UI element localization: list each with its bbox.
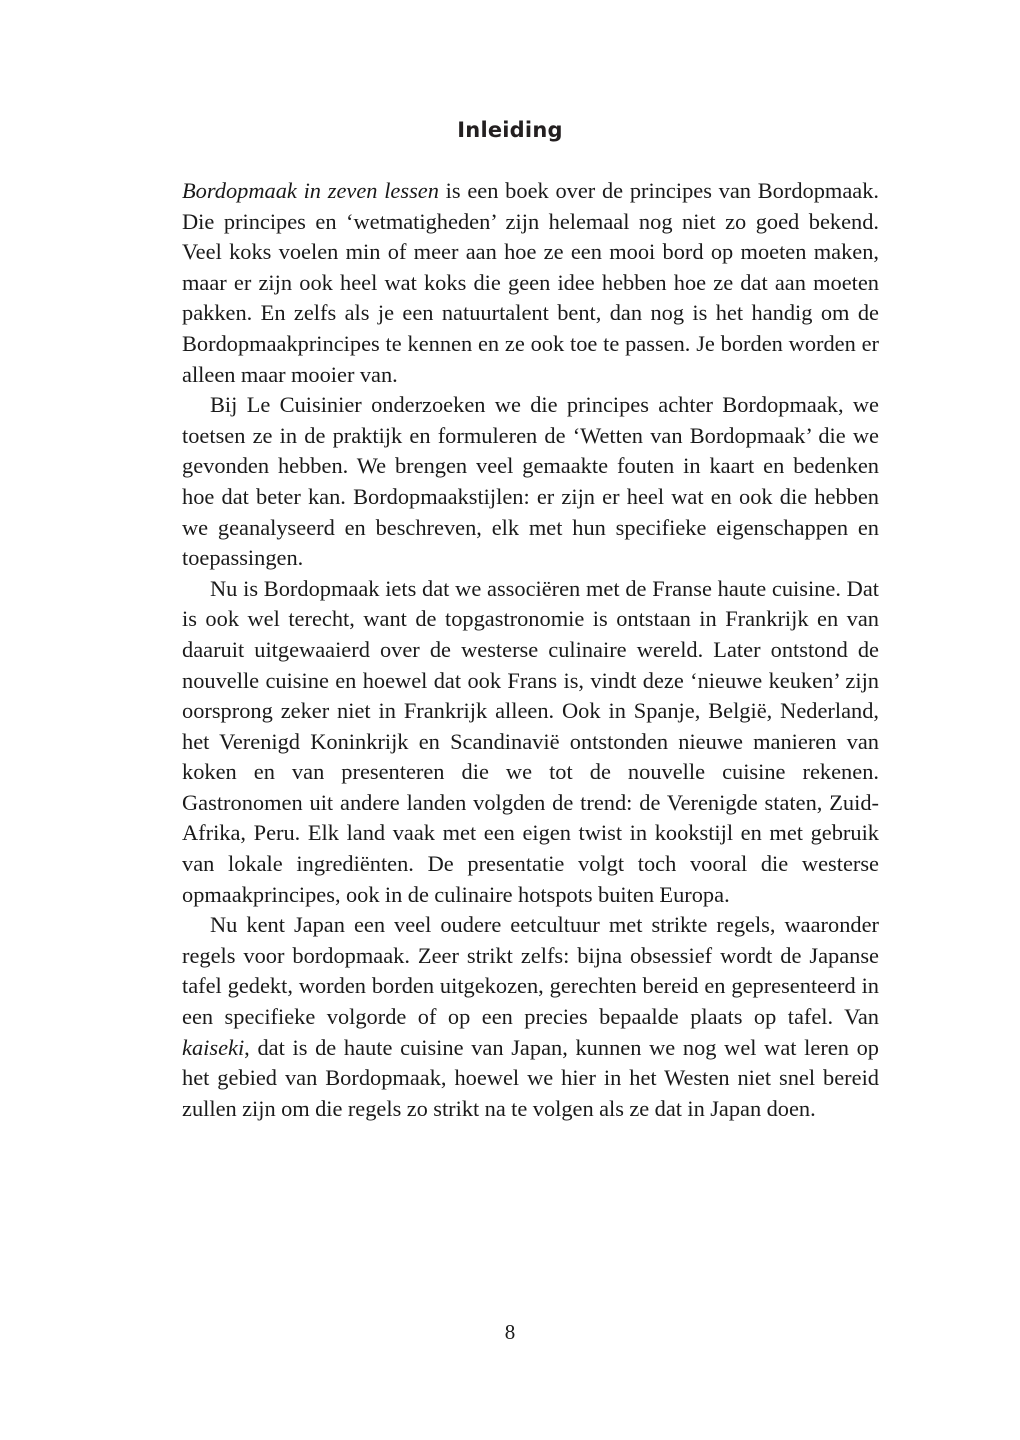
paragraph-1 <box>182 176 879 390</box>
page-number: 8 <box>504 1320 516 1344</box>
page-title: Inleiding <box>457 118 563 142</box>
book-title-italic: Bordopmaak in zeven lessen <box>182 178 439 203</box>
paragraph-2-text: Bij Le Cuisinier onderzoeken we die principes achter Bordopmaak, we toetsen ze in de praktijk en formuleren de ‘Wetten van Bordopmaak’ die we gevonden hebben. We brengen veel gemaakte fouten in kaart en bedenken hoe dat beter kan. Bordopmaakstijlen: er zijn er heel wat en ook die hebben we geanalyseerd en beschreven, elk met hun specifieke eigenschappen en toepassingen. <box>182 392 879 571</box>
paragraph-3 <box>182 574 879 911</box>
paragraph-3-text: Nu is Bordopmaak iets dat we associëren met de Franse haute cuisine. Dat is ook wel terecht, want de topgastronomie is ontstaan in Frankrijk en van daaruit uitgewaaierd over de westerse culinaire wereld. Later ontstond de nouvelle cuisine en hoewel dat ook Frans is, vindt deze ‘nieuwe keuken’ zijn oorsprong zeker niet in Frankrijk alleen. Ook in Spanje, België, Nederland, het Verenigd Koninkrijk en Scandinavië ontstonden nieuwe manieren van koken en van presenteren die we tot de nouvelle cuisine rekenen. Gastronomen uit andere landen volgden de trend: de Verenigde staten, Zuid-Afrika, Peru. Elk land vaak met een eigen twist in kookstijl en met gebruik van lokale ingrediënten. De presentatie volgt toch vooral die westerse opmaakprincipes, ook in de culinaire hotspots buiten Europa. <box>182 575 879 907</box>
paragraph-4-text-after-italic: , dat is de haute cuisine van Japan, kunnen we nog wel wat leren op het gebied van Bordopmaak, hoewel we hier in het Westen niet snel bereid zullen zijn om die regels zo strikt na te volgen als ze dat in Japan doen. <box>182 1034 879 1121</box>
paragraph-4 <box>182 910 879 1124</box>
paragraph-1-text: is een boek over de principes van Bordopmaak. Die principes en ‘wetmatigheden’ zijn helemaal nog niet zo goed bekend. Veel koks voelen min of meer aan hoe ze een mooi bord op moeten maken, maar er zijn ook heel wat koks die geen idee hebben hoe ze dat aan moeten pakken. En zelfs als je een natuurtalent bent, dan nog is het handig om de Bordopmaakprincipes te kennen en ze ook toe te passen. Je borden worden er alleen maar mooier van. <box>182 178 879 387</box>
kaiseki-italic-term: kaiseki <box>182 1034 245 1060</box>
paragraph-2 <box>182 390 879 574</box>
body-text-block <box>182 176 879 1124</box>
paragraph-4-text-before-italic: Nu kent Japan een veel oudere eetcultuur met strikte regels, waaronder regels voor bordopmaak. Zeer strikt zelfs: bijna obsessief wordt de Japanse tafel gedekt, worden borden uitgekozen, gerechten bereid en gepresenteerd in een specifieke volgorde of op een precies bepaalde plaats op tafel. Van <box>182 912 879 1030</box>
